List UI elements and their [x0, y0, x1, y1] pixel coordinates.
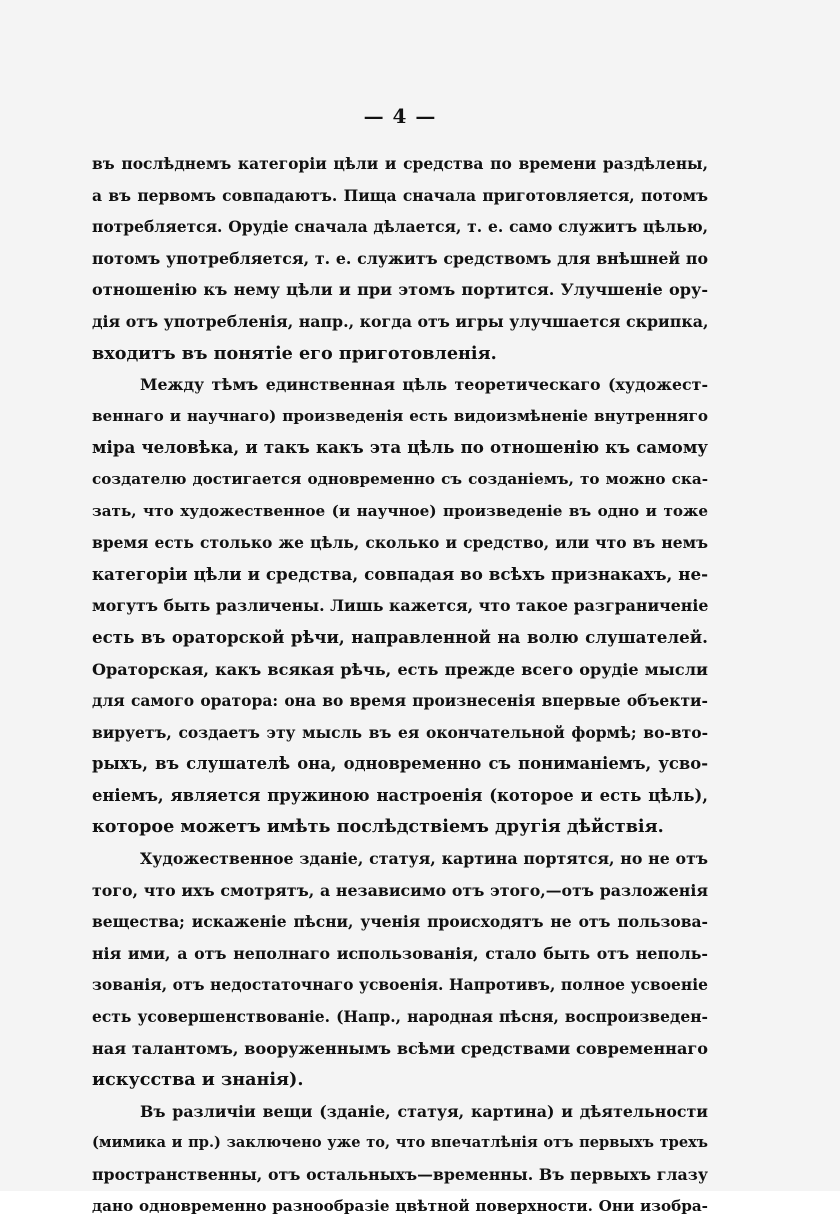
text-line: создателю достигается одновременно съ созданіемъ, то можно ска- [92, 469, 708, 488]
text-line: которое можетъ имѣть послѣдствіемъ другія дѣйствія. [92, 816, 664, 838]
text-line: искусства и знанія). [92, 1069, 304, 1091]
text-line: входитъ въ понятіе его приготовленія. [92, 342, 497, 364]
text-line: пространственны, отъ остальныхъ—временны. Въ первыхъ глазу [92, 1165, 708, 1184]
text-line: Въ различіи вещи (зданіе, статуя, картина) и дѣятельности [140, 1101, 708, 1121]
text-line: зать, что художественное (и научное) произведеніе въ одно и тоже [92, 501, 708, 520]
text-line: есть въ ораторской рѣчи, направленной на волю слушателей. [92, 626, 708, 647]
text-line: могутъ быть различены. Лишь кажется, что такое разграниченіе [92, 596, 708, 616]
text-line: (мимика и пр.) заключено уже то, что впечатлѣнія отъ первыхъ трехъ [92, 1134, 708, 1152]
text-line: категоріи цѣли и средства, совпадая во всѣхъ признакахъ, не- [92, 563, 708, 584]
text-line: вируетъ, создаетъ эту мысль въ ея окончательной формѣ; во-вто- [92, 722, 708, 742]
text-line: время есть столько же цѣль, сколько и средство, или что въ немъ [92, 533, 708, 553]
text-line: въ послѣднемъ категоріи цѣли и средства по времени раздѣлены, [92, 154, 708, 173]
text-line: того, что ихъ смотрятъ, а независимо отъ этого,—отъ разложенія [92, 880, 708, 900]
text-line: есть усовершенствованіе. (Напр., народная пѣсня, воспроизведен- [92, 1007, 708, 1027]
text-line: Между тѣмъ единственная цѣль теоретическаго (художест- [140, 375, 708, 395]
page-number: — 4 — [363, 104, 437, 128]
body-text [92, 148, 708, 1222]
text-line: зованія, отъ недостаточнаго усвоенія. Напротивъ, полное усвоеніе [92, 975, 708, 995]
text-line: для самого оратора: она во время произнесенія впервые объекти- [92, 691, 708, 711]
text-line: Художественное зданіе, статуя, картина портятся, но не отъ [140, 849, 708, 869]
text-line: потомъ употребляется, т. е. служитъ средствомъ для внѣшней по [92, 248, 708, 268]
text-line: рыхъ, въ слушателѣ она, одновременно съ пониманіемъ, усво- [92, 754, 708, 774]
text-line: веннаго и научнаго) произведенія есть видоизмѣненіе внутренняго [92, 406, 708, 425]
text-line: Ораторская, какъ всякая рѣчь, есть прежде всего орудіе мысли [92, 659, 708, 679]
text-line: а въ первомъ совпадаютъ. Пища сначала приготовляется, потомъ [92, 185, 708, 205]
text-line: вещества; искаженіе пѣсни, ученія происходятъ не отъ пользова- [92, 912, 708, 932]
text-line: отношенію къ нему цѣли и при этомъ портится. Улучшеніе ору- [92, 280, 708, 300]
text-line: дано одновременно разнообразіе цвѣтной поверхности. Они изобра- [92, 1196, 708, 1215]
text-line: нія ими, а отъ неполнаго использованія, стало быть отъ неполь- [92, 943, 708, 963]
text-line: дія отъ употребленія, напр., когда отъ игры улучшается скрипка, [92, 311, 708, 331]
text-line: потребляется. Орудіе сначала дѣлается, т. е. само служитъ цѣлью, [92, 217, 708, 237]
text-line: ная талантомъ, вооруженнымъ всѣми средствами современнаго [92, 1038, 708, 1058]
text-line: міра человѣка, и такъ какъ эта цѣль по отношенію къ самому [92, 437, 708, 458]
text-line: еніемъ, является пружиною настроенія (которое и есть цѣль), [92, 785, 708, 805]
